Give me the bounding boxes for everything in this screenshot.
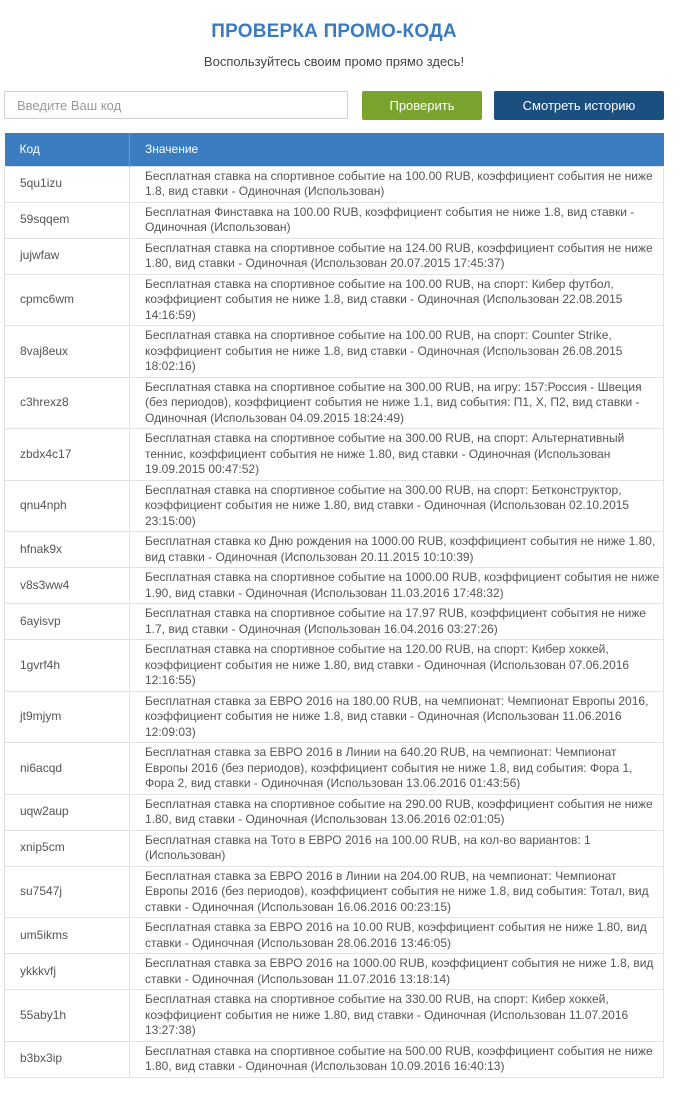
promo-code-cell: 5qu1izu	[5, 166, 130, 202]
column-header-value: Значение	[130, 133, 664, 166]
table-row	[5, 990, 664, 1042]
table-row	[5, 532, 664, 568]
promo-value-cell: Бесплатная ставка на спортивное событие на 1000.00 RUB, коэффициент события не ниже 1.90, вид ставки - Одиночная (Использован 11.03.2016 17:48:32)	[130, 568, 664, 604]
promo-value-cell: Бесплатная ставка на спортивное событие на 330.00 RUB, на спорт: Кибер хоккей, коэффициент события не ниже 1.80, вид ставки - Одиночная (Использован 11.07.2016 13:27:38)	[130, 990, 664, 1042]
promo-value-cell: Бесплатная ставка на спортивное событие на 124.00 RUB, коэффициент события не ниже 1.80, вид ставки - Одиночная (Использован 20.07.2015 17:45:37)	[130, 238, 664, 274]
table-row	[5, 640, 664, 692]
table-row	[5, 326, 664, 378]
page-title: ПРОВЕРКА ПРОМО-КОДА	[211, 21, 457, 42]
promo-code-cell: ykkkvfj	[5, 954, 130, 990]
table-row	[5, 238, 664, 274]
promo-value-cell: Бесплатная ставка за ЕВРО 2016 на 10.00 RUB, коэффициент события не ниже 1.80, вид ставки - Одиночная (Использован 28.06.2016 13:46:05)	[130, 918, 664, 954]
promo-history-table	[4, 133, 664, 1078]
promo-code-cell: 55aby1h	[5, 990, 130, 1042]
table-row	[5, 954, 664, 990]
promo-value-cell: Бесплатная ставка за ЕВРО 2016 в Линии на 640.20 RUB, на чемпионат: Чемпионат Европы 2016 (без периодов), коэффициент события не ниже 1.8, вид события: Фора 1, Фора 2, вид ставки - Одиночная (Использован 13.06.2016 01:43:56)	[130, 743, 664, 795]
column-header-code: Код	[5, 133, 130, 166]
promo-value-cell: Бесплатная ставка за ЕВРО 2016 на 180.00 RUB, на чемпионат: Чемпионат Европы 2016, коэффициент события не ниже 1.8, вид ставки - Одиночная (Использован 11.06.2016 12:09:03)	[130, 691, 664, 743]
table-row	[5, 429, 664, 481]
table-row	[5, 866, 664, 918]
promo-value-cell: Бесплатная ставка на спортивное событие на 300.00 RUB, на игру: 157:Россия - Швеция (без периодов), коэффициент события не ниже 1.1, вид события: П1, Х, П2, вид ставки - Одиночная (Использован 04.09.2015 18:24:49)	[130, 377, 664, 429]
promo-value-cell: Бесплатная ставка на спортивное событие на 100.00 RUB, коэффициент события не ниже 1.8, вид ставки - Одиночная (Использован)	[130, 166, 664, 202]
table-body	[5, 166, 664, 1077]
table-row	[5, 604, 664, 640]
promo-code-cell: cpmc6wm	[5, 274, 130, 326]
promo-value-cell: Бесплатная ставка на спортивное событие на 120.00 RUB, на спорт: Кибер хоккей, коэффициент события не ниже 1.80, вид ставки - Одиночная (Использован 07.06.2016 12:16:55)	[130, 640, 664, 692]
promo-code-cell: uqw2aup	[5, 794, 130, 830]
promo-code-cell: c3hrexz8	[5, 377, 130, 429]
promo-code-cell: jt9mjym	[5, 691, 130, 743]
table-row	[5, 691, 664, 743]
promo-code-cell: um5ikms	[5, 918, 130, 954]
promo-value-cell: Бесплатная ставка на спортивное событие на 17.97 RUB, коэффициент события не ниже 1.7, вид ставки - Одиночная (Использован 16.04.2016 03:27:26)	[130, 604, 664, 640]
promo-code-cell: 59sqqem	[5, 202, 130, 238]
promo-value-cell: Бесплатная ставка на спортивное событие на 300.00 RUB, на спорт: Бетконструктор, коэффициент события не ниже 1.80, вид ставки - Одиночная (Использован 02.10.2015 23:15:00)	[130, 480, 664, 532]
promo-value-cell: Бесплатная ставка на спортивное событие на 100.00 RUB, на спорт: Кибер футбол, коэффициент события не ниже 1.8, вид ставки - Одиночная (Использован 22.08.2015 14:16:59)	[130, 274, 664, 326]
check-button[interactable]: Проверить	[362, 91, 482, 120]
promo-code-cell: hfnak9x	[5, 532, 130, 568]
promo-value-cell: Бесплатная ставка на Тото в ЕВРО 2016 на 100.00 RUB, на кол-во вариантов: 1 (Использован)	[130, 830, 664, 866]
promo-code-cell: 1gvrf4h	[5, 640, 130, 692]
table-row	[5, 480, 664, 532]
promo-code-cell: v8s3ww4	[5, 568, 130, 604]
promo-code-cell: su7547j	[5, 866, 130, 918]
table-row	[5, 918, 664, 954]
promo-code-input[interactable]	[4, 91, 348, 119]
table-row	[5, 568, 664, 604]
promo-value-cell: Бесплатная ставка на спортивное событие на 300.00 RUB, на спорт: Альтернативный теннис, коэффициент события не ниже 1.80, вид ставки - Одиночная (Использован 19.09.2015 00:47:52)	[130, 429, 664, 481]
promo-code-cell: ni6acqd	[5, 743, 130, 795]
table-row	[5, 743, 664, 795]
promo-value-cell: Бесплатная ставка за ЕВРО 2016 в Линии на 204.00 RUB, на чемпионат: Чемпионат Европы 2016 (без периодов), коэффициент события не ниже 1.8, вид события: Тотал, вид ставки - Одиночная (Использован 16.06.2016 00:23:15)	[130, 866, 664, 918]
promo-code-cell: jujwfaw	[5, 238, 130, 274]
promo-value-cell: Бесплатная ставка ко Дню рождения на 1000.00 RUB, коэффициент события не ниже 1.80, вид ставки - Одиночная (Использован 20.11.2015 10:10:39)	[130, 532, 664, 568]
promo-code-cell: qnu4nph	[5, 480, 130, 532]
table-header-row	[5, 133, 664, 166]
table-row	[5, 202, 664, 238]
promo-code-cell: zbdx4c17	[5, 429, 130, 481]
table-row	[5, 274, 664, 326]
table-row	[5, 794, 664, 830]
table-row	[5, 830, 664, 866]
view-history-button[interactable]: Смотреть историю	[494, 91, 664, 120]
promo-code-cell: 6ayisvp	[5, 604, 130, 640]
promo-code-cell: xnip5cm	[5, 830, 130, 866]
table-row	[5, 166, 664, 202]
promo-code-cell: b3bx3ip	[5, 1041, 130, 1077]
promo-value-cell: Бесплатная Финставка на 100.00 RUB, коэффициент события не ниже 1.8, вид ставки - Одиночная (Использован)	[130, 202, 664, 238]
table-row	[5, 377, 664, 429]
promo-value-cell: Бесплатная ставка на спортивное событие на 500.00 RUB, коэффициент события не ниже 1.80, вид ставки - Одиночная (Использован 10.09.2016 16:40:13)	[130, 1041, 664, 1077]
page-subtitle: Воспользуйтесь своим промо прямо здесь!	[203, 54, 465, 69]
promo-value-cell: Бесплатная ставка на спортивное событие на 290.00 RUB, коэффициент события не ниже 1.80, вид ставки - Одиночная (Использован 13.06.2016 02:01:05)	[130, 794, 664, 830]
promo-code-cell: 8vaj8eux	[5, 326, 130, 378]
table-row	[5, 1041, 664, 1077]
promo-value-cell: Бесплатная ставка за ЕВРО 2016 на 1000.00 RUB, коэффициент события не ниже 1.8, вид ставки - Одиночная (Использован 11.07.2016 13:18:14)	[130, 954, 664, 990]
promo-value-cell: Бесплатная ставка на спортивное событие на 100.00 RUB, на спорт: Counter Strike, коэффициент события не ниже 1.8, вид ставки - Одиночная (Использован 26.08.2015 18:02:16)	[130, 326, 664, 378]
